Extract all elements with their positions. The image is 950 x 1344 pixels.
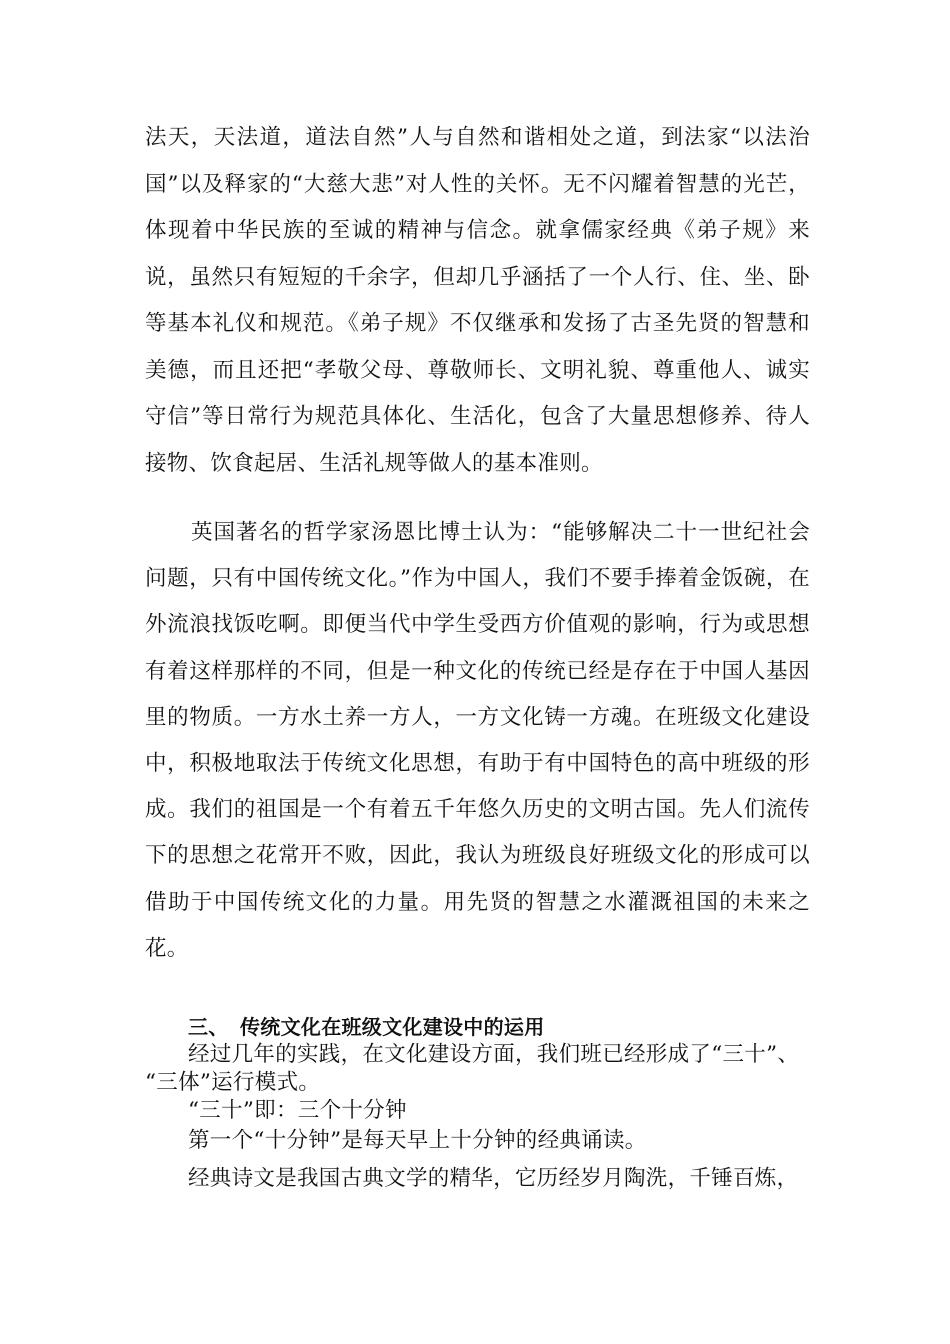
body-line-three-ten: “三十”即：三个十分钟 [188, 1098, 407, 1123]
section-number: 三、 [188, 1015, 229, 1039]
body-paragraph-1 [145, 115, 810, 487]
body-line-classics: 经典诗文是我国古典文学的精华，它历经岁月陶洗，千锤百炼， [188, 1166, 799, 1191]
section-heading [188, 1012, 545, 1042]
section-title: 传统文化在班级文化建设中的运用 [240, 1015, 545, 1039]
body-line-first-ten-minutes: 第一个“十分钟”是每天早上十分钟的经典诵读。 [188, 1128, 647, 1153]
paragraph-text: 法天，天法道，道法自然”人与自然和谐相处之道，到法家“以法治国”以及释家的“大慈大悲”对人性的关怀。无不闪耀着智慧的光芒，体现着中华民族的至诚的精神与信念。就拿儒家经典《弟子规》来说，虽然只有短短的千余字，但却几乎涵括了一个人行、住、坐、卧等基本礼仪和规范。《弟子规》不仅继承和发扬了古圣先贤的智慧和美德，而且还把“孝敬父母、尊敬师长、文明礼貌、尊重他人、诚实守信”等日常行为规范具体化、生活化，包含了大量思想修养、待人接物、饮食起居、生活礼规等做人的基本准则。 [145, 125, 810, 476]
body-line-practice-continued: “三体”运行模式。 [145, 1070, 321, 1095]
body-line-practice: 经过几年的实践，在文化建设方面，我们班已经形成了“三十”、 [188, 1042, 800, 1067]
body-paragraph-2 [145, 510, 810, 972]
paragraph-text: 英国著名的哲学家汤恩比博士认为：“能够解决二十一世纪社会问题，只有中国传统文化。”作为中国人，我们不要手捧着金饭碗，在外流浪找饭吃啊。即便当代中学生受西方价值观的影响，行为或思想有着这样那样的不同，但是一种文化的传统已经是存在于中国人基因里的物质。一方水土养一方人，一方文化铸一方魂。在班级文化建设中，积极地取法于传统文化思想，有助于有中国特色的高中班级的形成。我们的祖国是一个有着五千年悠久历史的文明古国。先人们流传下的思想之花常开不败，因此，我认为班级良好班级文化的形成可以借助于中国传统文化的力量。用先贤的智慧之水灌溉祖国的未来之花。 [145, 520, 810, 961]
